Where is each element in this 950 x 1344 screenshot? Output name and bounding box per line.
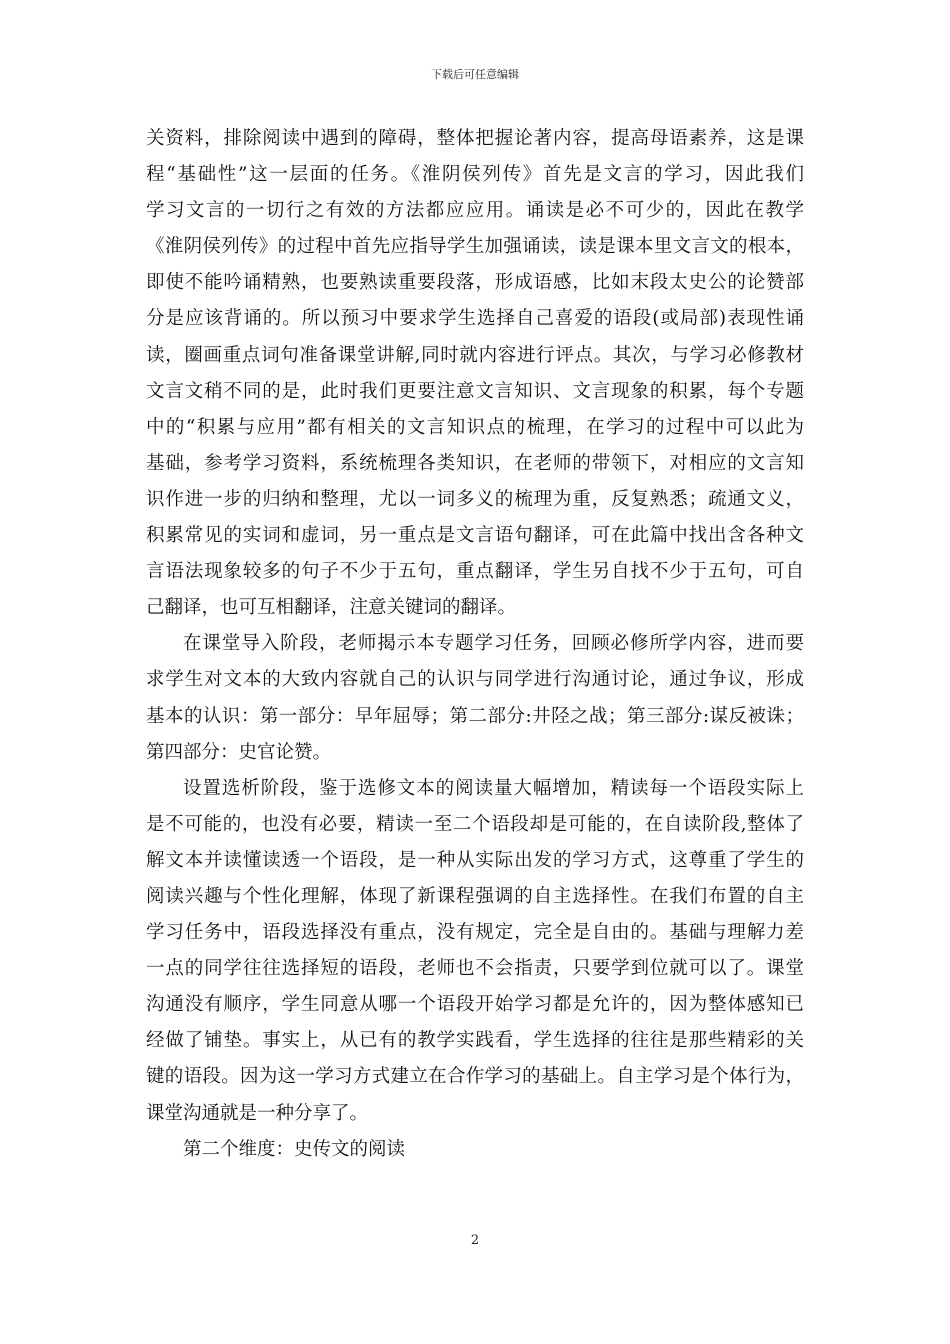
text-line: 学习文言的一切行之有效的方法都应应用。诵读是必不可少的，因此在教学 [146, 200, 804, 222]
text-line: 解文本并读懂读透一个语段，是一种从实际出发的学习方式，这尊重了学生的 [146, 849, 804, 871]
text-line: 己翻译，也可互相翻译，注意关键词的翻译。 [146, 597, 517, 619]
page-header: 下载后可任意编辑 [431, 68, 519, 81]
text-line: 学习任务中，语段选择没有重点，没有规定，完全是自由的。基础与理解力差 [146, 922, 804, 944]
paragraph-1 [146, 121, 804, 626]
text-line: 在课堂导入阶段，老师揭示本专题学习任务，回顾必修所学内容，进而要 [183, 633, 804, 655]
text-line: 基础，参考学习资料，系统梳理各类知识，在老师的带领下，对相应的文言知 [146, 452, 804, 474]
text-line: 沟通没有顺序，学生同意从哪一个语段开始学习都是允许的，因为整体感知已 [146, 994, 804, 1016]
text-line: 言语法现象较多的句子不少于五句，重点翻译，学生另自找不少于五句，可自 [146, 561, 804, 583]
text-line: 阅读兴趣与个性化理解，体现了新课程强调的自主选择性。在我们布置的自主 [146, 885, 804, 907]
text-line: 中的“积累与应用”都有相关的文言知识点的梳理，在学习的过程中可以此为 [146, 416, 804, 438]
text-line: 积累常见的实词和虚词，另一重点是文言语句翻译，可在此篇中找出含各种文 [146, 525, 804, 547]
paragraph-3 [146, 771, 804, 1132]
text-line: 基本的认识：第一部分：早年屈辱；第二部分:井陉之战；第三部分:谋反被诛； [146, 705, 804, 727]
text-line: 即使不能吟诵精熟，也要熟读重要段落，形成语感，比如末段太史公的论赞部 [146, 272, 804, 294]
text-line: 读，圈画重点词句准备课堂讲解,同时就内容进行评点。其次，与学习必修教材 [146, 344, 804, 366]
document-body [146, 121, 804, 1168]
text-line: 程“基础性”这一层面的任务。《淮阴侯列传》首先是文言的学习，因此我们 [146, 164, 804, 186]
text-line: 是不可能的，也没有必要，精读一至二个语段却是可能的，在自读阶段,整体了 [146, 813, 804, 835]
text-line: 识作进一步的归纳和整理，尤以一词多义的梳理为重，反复熟悉；疏通文义， [146, 488, 804, 510]
text-line: 第四部分：史官论赞。 [146, 741, 332, 763]
text-line: 经做了铺垫。事实上，从已有的教学实践看，学生选择的往往是那些精彩的关 [146, 1030, 804, 1052]
text-line: 《淮阴侯列传》的过程中首先应指导学生加强诵读，读是课本里文言文的根本， [146, 236, 804, 258]
text-line: 文言文稍不同的是，此时我们更要注意文言知识、文言现象的积累，每个专题 [146, 380, 804, 402]
paragraph-4 [146, 1132, 804, 1168]
text-line: 关资料，排除阅读中遇到的障碍，整体把握论著内容，提高母语素养，这是课 [146, 128, 804, 149]
paragraph-2 [146, 626, 804, 770]
text-line: 一点的同学往往选择短的语段，老师也不会指责，只要学到位就可以了。课堂 [146, 958, 804, 980]
text-line: 键的语段。因为这一学习方式建立在合作学习的基础上。自主学习是个体行为， [146, 1066, 804, 1088]
section-heading: 第二个维度：史传文的阅读 [183, 1138, 406, 1160]
text-line: 课堂沟通就是一种分享了。 [146, 1102, 369, 1124]
text-line: 求学生对文本的大致内容就自己的认识与同学进行沟通讨论，通过争议，形成 [146, 669, 804, 691]
page-number: 2 [470, 1233, 480, 1248]
text-line: 设置选析阶段，鉴于选修文本的阅读量大幅增加，精读每一个语段实际上 [183, 777, 804, 799]
text-line: 分是应该背诵的。所以预习中要求学生选择自己喜爱的语段(或局部)表现性诵 [146, 308, 804, 330]
